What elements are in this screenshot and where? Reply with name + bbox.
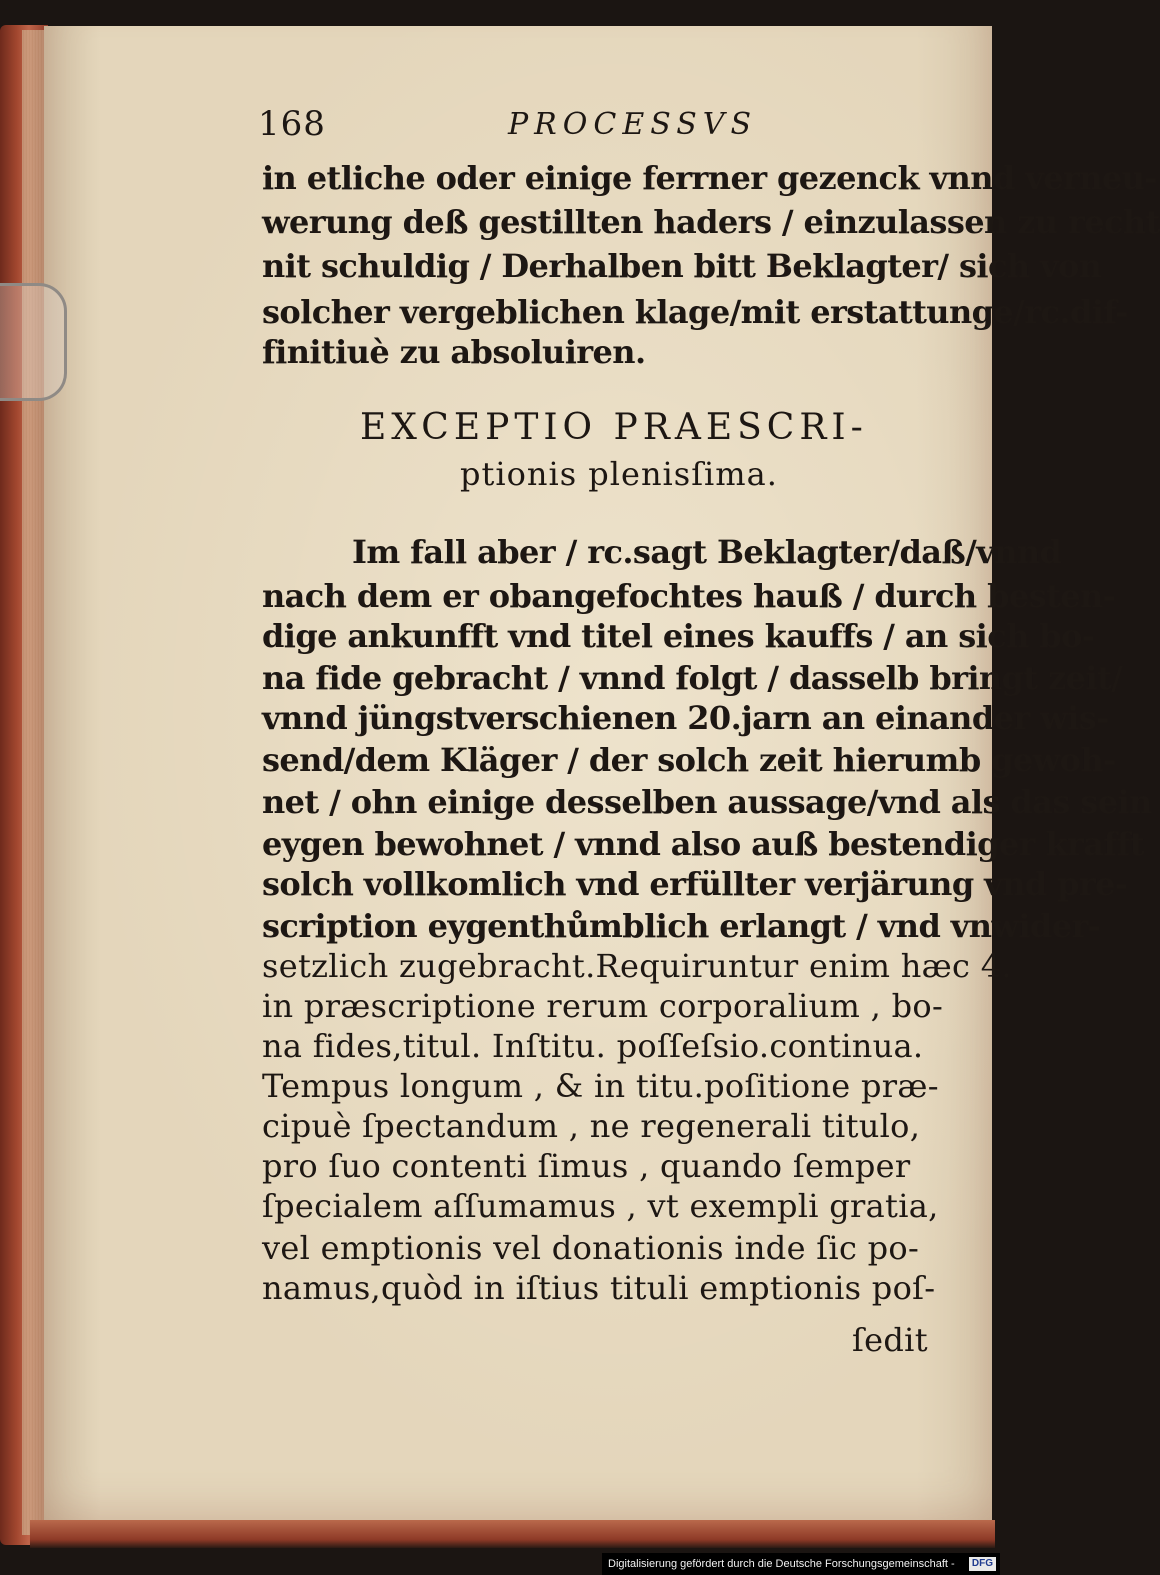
- text-line: setzlich zugebracht.Requiruntur enim hæc 4.: [262, 947, 1012, 985]
- running-head: PROCESSVS: [508, 107, 758, 142]
- digitization-footer: [602, 1553, 1000, 1575]
- text-line: solch vollkomlich vnd erfüllter verjärung vnd pre-: [262, 865, 1128, 903]
- text-line: Tempus longum , & in titu.poſitione præ-: [262, 1067, 939, 1105]
- text-line: ſpecialem aſſumamus , vt exempli gratia,: [262, 1187, 939, 1225]
- text-line: na fides,titul. Inſtitu. poſſeſsio.continua.: [262, 1027, 924, 1065]
- text-line: namus,quòd in iſtius tituli emptionis poſ-: [262, 1269, 936, 1307]
- text-line: solcher vergeblichen klage/mit erstattunge/rc.dif-: [262, 293, 1128, 331]
- text-line: dige ankunfft vnd titel eines kauffs / an sich bo-: [262, 617, 1095, 655]
- page-number: 168: [258, 104, 326, 144]
- text-line: net / ohn einige desselben aussage/vnd als das sein: [262, 783, 1152, 821]
- text-line: scription eygenthůmblich erlangt / vnd vnwider-: [262, 907, 1101, 945]
- text-line: nach dem er obangefochtes hauß / durch besten-: [262, 577, 1116, 615]
- text-line: in etliche oder einige ferrner gezenck vnnd verneu-: [262, 159, 1157, 197]
- text-line: in præscriptione rerum corporalium , bo-: [262, 987, 944, 1025]
- text-line: vnnd jüngstverschienen 20.jarn an einander wis-: [262, 699, 1109, 737]
- text-line: eygen bewohnet / vnnd also auß bestendiger krafft: [262, 825, 1144, 863]
- section-heading: EXCEPTIO PRAESCRI-: [360, 407, 868, 448]
- text-line: finitiuè zu absoluiren.: [262, 333, 646, 371]
- text-line: vel emptionis vel donationis inde ſic po-: [262, 1229, 920, 1267]
- section-subheading: ptionis plenisſima.: [460, 455, 778, 493]
- text-line: pro ſuo contenti ſimus , quando ſemper: [262, 1147, 911, 1185]
- text-line: send/dem Kläger / der solch zeit hierumb gewoh-: [262, 741, 1116, 779]
- text-line: Im fall aber / rc.sagt Beklagter/daß/vnnd: [352, 533, 1062, 571]
- text-line: cipuè ſpectandum , ne regenerali titulo,: [262, 1107, 921, 1145]
- catchword: ſedit: [852, 1321, 928, 1359]
- footer-credit: Digitalisierung gefördert durch die Deutsche Forschungsgemeinschaft -: [608, 1558, 955, 1570]
- text-line: nit schuldig / Derhalben bitt Beklagter/ sich von: [262, 247, 1102, 285]
- page-header: [258, 100, 778, 148]
- text-line: werung deß gestillten haders / einzulassen zu recht: [262, 203, 1160, 241]
- dfg-logo-icon: DFG: [969, 1557, 996, 1571]
- text-line: na fide gebracht / vnnd folgt / dasselb bringt zeit/: [262, 659, 1123, 697]
